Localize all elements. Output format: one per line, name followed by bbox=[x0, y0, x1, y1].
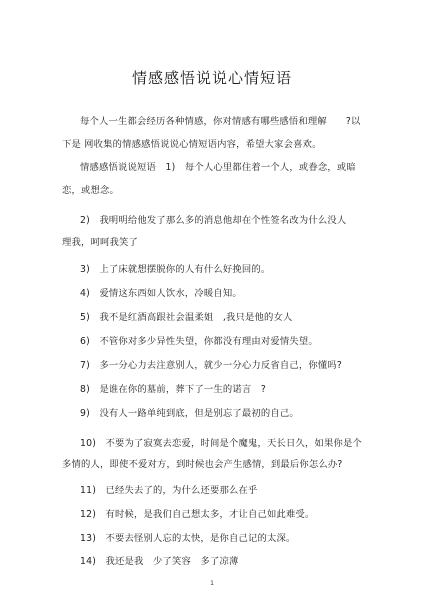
intro-line-4: 恋，或想念。 bbox=[62, 185, 119, 196]
list-item: 14) 我还是我 少了笑容 多了凉薄 bbox=[80, 556, 239, 567]
document-title: 情感感悟说说心情短语 bbox=[131, 69, 292, 87]
list-item: 13) 不要去怪别人忘的太快，是你自己记的太深。 bbox=[80, 533, 296, 544]
list-item: 2) 我明明给他发了那么多的消息他却在个性签名改为什么没人 bbox=[80, 215, 347, 226]
list-item: 5) 我不是红酒高跟社会温柔姐 ,我只是他的女人 bbox=[80, 312, 293, 323]
intro-line-2: 下是 网收集的情感感悟说说心情短语内容，希望大家会喜欢。 bbox=[62, 139, 322, 150]
list-item: 9) 没有人一路单纯到底，但是别忘了最初的自己。 bbox=[80, 408, 299, 419]
list-item-continuation: 理我，呵呵我笑了 bbox=[62, 237, 138, 248]
list-item: 3) 上了床就想摆脱你的人有什么好挽回的。 bbox=[80, 264, 271, 275]
list-item: 4) 爱情这东西如人饮水，冷暖自知。 bbox=[80, 288, 242, 299]
intro-line-3: 情感感悟说说短语 1) 每个人心里都住着一个人，或眷念，或暗 bbox=[80, 162, 356, 173]
list-item: 11) 已经失去了的，为什么还要那么在乎 bbox=[80, 485, 258, 496]
list-item-continuation: 多情的人，即使不爱对方，到时候也会产生感情，到最后你怎么办? bbox=[62, 459, 343, 470]
list-item: 10) 不要为了寂寞去恋爱，时间是个魔鬼，天长日久，如果你是个 bbox=[80, 438, 362, 449]
page-number: 1 bbox=[210, 580, 214, 587]
list-item: 12) 有时候，是我们自己想太多，才让自己如此难受。 bbox=[80, 509, 315, 520]
list-item: 6) 不管你对多少异性失望，你都没有理由对爱情失望。 bbox=[80, 336, 318, 347]
list-item: 8) 是谁在你的墓前，葬下了一生的诺言 ? bbox=[80, 384, 267, 395]
intro-line-1: 每个人一生都会经历各种情感，你对情感有哪些感悟和理解 ?以 bbox=[80, 116, 361, 127]
list-item: 7) 多一分心力去注意别人，就少一分心力反省自己，你懂吗? bbox=[80, 360, 342, 371]
